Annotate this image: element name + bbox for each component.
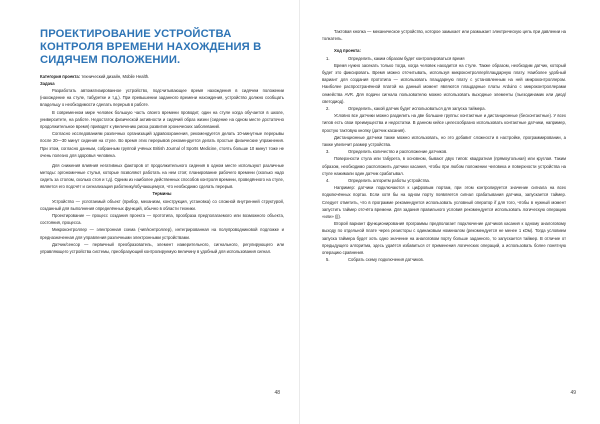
item-text: Определить, каким образом будет контролироваться время xyxy=(348,55,465,61)
project-category xyxy=(40,73,284,80)
paragraph: Время нужно засекать только тогда, когда человек находится на стуле. Также образом, необходим датчик, который будет это фиксировать. Время можно отсчитывать, используя микроконтроллер/плацдарную плату. Наиболее удобный вариант для создания прототипа — использовать плацдарную плату с установленным на ней микроконтроллером. Наиболее распространённой платой на данный момент являются плацдарные платы Arduino с микроконтроллерами семейства AVR. Для подачи сигнала пользователю можно использовать выходные элементы (пьезодинамик или диод/светодиод). xyxy=(322,62,566,104)
term-definition: Устройство — услотаемый объект (прибор, механизм, конструкция, установка) со сложной внутренней структурой, созданный для выполнения определённых функций, обычно в области техники. xyxy=(40,198,284,211)
term-definition: Тактовая кнопка — механическое устройство, которое замыкает или размыкает электрическую цепь при давлении на толкатель. xyxy=(322,29,566,42)
term-definition: Проектирование — процесс создания проекта — прототипа, прообраза предполагаемого или возможного объекта, состояния, процесса. xyxy=(40,212,284,226)
terms-heading: Термины xyxy=(152,191,172,197)
list-item xyxy=(322,148,566,155)
paragraph: В современном мире человек большую часть своего времени проводит, один на стуле когда обучается в школе, университете, на работе. Недостаток физической активности и сидячий образ жизни (сидение на одном месте достаточно продолжительное время) приводят к увеличению риска развития хронических заболеваний. xyxy=(40,109,284,130)
paragraph: Для снижения влияния негативных факторов от продолжительного сидения в одном месте используют различные методы: эргономичные стулья, которые позволяют работать на нем стоя; планирование рабочего времени (сколько надо сидеть за столом, сколько стоя и т.д). Одним из наиболее действенных способов контроля времени, проведённого на стуле, является его подсчёт и сигнализация работнику/обучающемуся, что необходимо сделать перерыв. xyxy=(40,162,284,190)
term-definition: Датчик/сенсор — первичный преобразователь, элемент измерительного, сигнального, регулирующего или управляющего устройства системы, преобразующий контролируемую величину в удобный для использования сигнал. xyxy=(40,241,284,254)
item-number: 2. xyxy=(326,106,330,112)
item-text: Собрать схему подключения датчиков. xyxy=(348,257,424,263)
item-number: 3. xyxy=(326,149,330,155)
paragraph: Поверхности стула или табурета, в основном, бывают двух типов: квадратная (прямоугольная) или круглая. Таким образом, необходимо расположить датчики касания, чтобы при любом положении человека и поверхности устройства на стуле нажимали один датчик срабатывал. xyxy=(322,156,566,176)
item-number: 5. xyxy=(326,257,330,263)
paragraph: Разработать автоматизированное устройство, подсчитывающее время нахождения в сидячем положении (нахождение на стуле, табуретке и т.д.). При превышении заданного времени нахождения, устройство должно сообщать владельцу о необходимости сделать перерыв в работе. xyxy=(40,88,284,108)
item-number: 1. xyxy=(326,55,330,61)
paragraph: Второй вариант функционирования программы предполагает подключение датчиков касания к одному аналоговому выходу по отдельной плате через резисторы с одинаковым номиналом (рекомендуется не менее 1 кОм). Тогда условием запуска таймера будет хоть одно значение на аналоговом порту больше заданного, то запускается таймер. В отличие от предыдущего алгоритма, здесь удаётся избавиться от применения логических операций, а использовать более понятную операцию сравнения. xyxy=(322,221,566,256)
paragraph: Согласно исследованиям различных организаций здравоохранения, рекомендуется делать 10-минутные перерывы после 20—30 минут сидения на стуле. Во время этих перерывов рекомендуется делать простые физические упражнения. При этом, согласно данным, собранным группой учёных British Journal of Sports Medicine, стоять больше 10 минут тоже не очень полезно для здоровья человека. xyxy=(40,131,284,158)
task-heading: Задача xyxy=(40,80,55,86)
page-number: 49 xyxy=(570,390,576,396)
category-label: Категория проекта: xyxy=(40,73,81,79)
item-number: 4. xyxy=(326,178,330,184)
right-page xyxy=(300,0,600,424)
list-item xyxy=(322,177,566,184)
paragraph: Например: датчики подключаются к цифровым портам, при этом контролируется значение сигнала на всех подключённых портах. Если хотя бы на одном порту появляется сигнал срабатывания датчика, запускается таймер. Следует отметить, что в программе рекомендуется использовать условный оператор if для того, чтобы в нужный момент запустить таймер отсчёта времени. Для задания правильного условия рекомендуется использовать логическую операцию «или» (||). xyxy=(322,185,566,220)
list-item xyxy=(322,55,566,62)
page-number: 48 xyxy=(274,390,280,396)
item-text: Определить, какой датчик будет использоваться для запуска таймера. xyxy=(348,106,486,112)
item-text: Определить алгоритм работы устройства. xyxy=(348,178,431,184)
paragraph: Условно все датчики можно разделить на две большие группы: контактные и дистанционные (бесконтактные). У всех типов есть свои преимущества и недостатки. В данном кейсе целесообразно использовать контактные датчики, например, простую тактовую кнопку (датчик касания). xyxy=(322,113,566,133)
category-value: технический дизайн, Mobile Health. xyxy=(80,73,150,79)
list-item xyxy=(322,256,566,263)
sequence-heading: Ход проекта: xyxy=(334,48,361,54)
page-title: ПРОЕКТИРОВАНИЕ УСТРОЙСТВА КОНТРОЛЯ ВРЕМЕНИ НАХОЖДЕНИЯ В СИДЯЧЕМ ПОЛОЖЕНИИ. xyxy=(40,28,262,67)
item-text: Определить количество и расположение датчиков. xyxy=(348,149,448,155)
paragraph: Дистанционные датчики также можно использовать, но это добавит сложности в настройке, программировании, а также увеличит размер устройства. xyxy=(322,134,566,148)
term-definition: Микроконтроллер — электронная схема (чип/контроллер), интегрированная на полупроводниковой подложке и предназначенная для управления различными электронными устройствами. xyxy=(40,227,284,240)
list-item xyxy=(322,105,566,112)
